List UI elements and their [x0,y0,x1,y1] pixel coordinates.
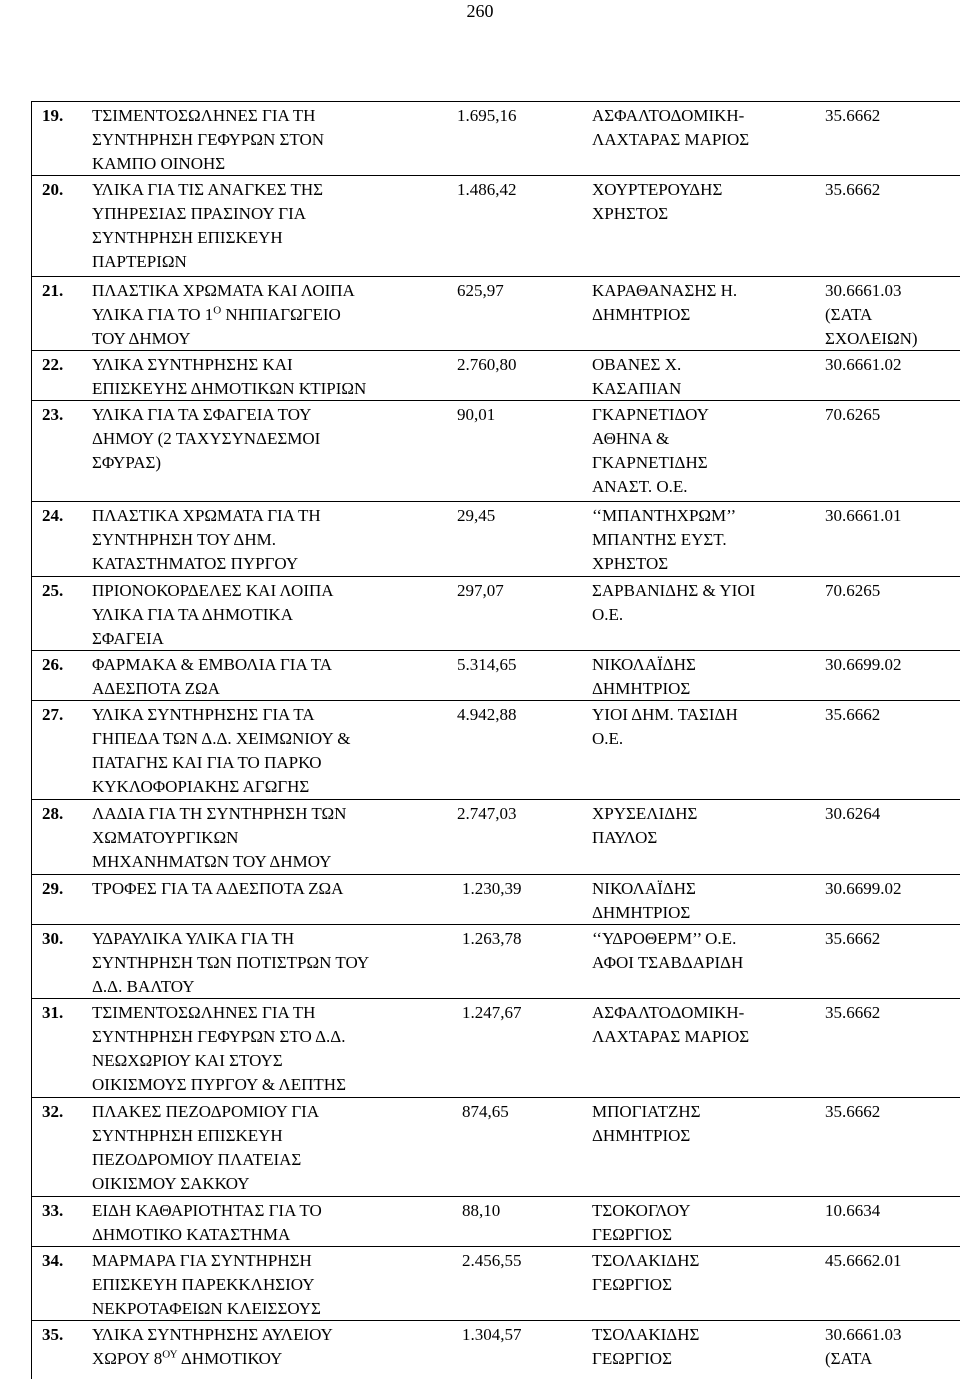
row-description [92,279,452,351]
row-code: 10.6634 [825,1201,881,1220]
table-row [32,577,960,651]
row-description: ΥΛΙΚΑ ΓΙΑ ΤΙΣ ΑΝΑΓΚΕΣ ΤΗΣ ΥΠΗΡΕΣΙΑΣ ΠΡΑΣΙΝΟΥ ΓΙΑ ΣΥΝΤΗΡΗΣΗ ΕΠΙΣΚΕΥΗ ΠΑΡΤΕΡΙΩΝ [92,180,324,271]
row-amount: 2.747,03 [457,804,517,823]
row-description: ΥΔΡΑΥΛΙΚΑ ΥΛΙΚΑ ΓΙΑ ΤΗ ΣΥΝΤΗΡΗΣΗ ΤΩΝ ΠΟΤΙΣΤΡΩΝ ΤΟΥ Δ.Δ. ΒΑΛΤΟΥ [92,929,370,996]
row-code: 35.6662 [825,1102,881,1121]
row-number: 28. [42,804,64,823]
table-row [32,102,960,176]
row-amount: 29,45 [457,506,496,525]
row-supplier: ‘‘ΜΠΑΝΤΗΧΡΩΜ’’ ΜΠΑΝΤΗΣ ΕΥΣΤ. ΧΡΗΣΤΟΣ [592,506,737,573]
row-supplier: ΤΣΟΛΑΚΙΔΗΣ ΓΕΩΡΓΙΟΣ [592,1251,700,1294]
row-amount: 1.230,39 [462,879,522,898]
row-code: 45.6662.01 [825,1251,902,1270]
row-description: ΤΣΙΜΕΝΤΟΣΩΛΗΝΕΣ ΓΙΑ ΤΗ ΣΥΝΤΗΡΗΣΗ ΓΕΦΥΡΩΝ ΣΤΟ Δ.Δ. ΝΕΩΧΩΡΙΟΥ ΚΑΙ ΣΤΟΥΣ ΟΙΚΙΣΜΟΥΣ ΠΥΡΓΟΥ & ΛΕΠΤΗΣ [92,1003,346,1094]
row-description: ΥΛΙΚΑ ΓΙΑ ΤΑ ΣΦΑΓΕΙΑ ΤΟΥ ΔΗΜΟΥ (2 ΤΑΧΥΣΥΝΔΕΣΜΟΙ ΣΦΥΡΑΣ) [92,405,321,472]
row-number: 19. [42,106,64,125]
row-code: 35.6662 [825,929,881,948]
row-number: 27. [42,705,64,724]
row-amount: 1.304,57 [462,1325,522,1344]
row-amount: 2.760,80 [457,355,517,374]
row-number: 25. [42,581,64,600]
row-description: ΕΙΔΗ ΚΑΘΑΡΙΟΤΗΤΑΣ ΓΙΑ ΤΟ ΔΗΜΟΤΙΚΟ ΚΑΤΑΣΤΗΜΑ [92,1201,322,1244]
row-amount: 874,65 [462,1102,509,1121]
row-supplier: ΧΟΥΡΤΕΡΟΥΔΗΣ ΧΡΗΣΤΟΣ [592,180,723,223]
row-supplier: ΝΙΚΟΛΑΪΔΗΣ ΔΗΜΗΤΡΙΟΣ [592,879,696,922]
row-amount: 625,97 [457,281,504,300]
row-number: 22. [42,355,64,374]
row-number: 30. [42,929,64,948]
row-description: ΥΛΙΚΑ ΣΥΝΤΗΡΗΣΗΣ ΓΙΑ ΤΑ ΓΗΠΕΔΑ ΤΩΝ Δ.Δ. ΧΕΙΜΩΝΙΟΥ & ΠΑΤΑΓΗΣ ΚΑΙ ΓΙΑ ΤΟ ΠΑΡΚΟ ΚΥΚΛΟΦΟΡΙΑΚΗΣ ΑΓΩΓΗΣ [92,705,351,796]
row-number: 33. [42,1201,64,1220]
row-code: 30.6699.02 [825,655,902,674]
row-number: 31. [42,1003,64,1022]
row-number: 34. [42,1251,64,1270]
row-amount: 5.314,65 [457,655,517,674]
table-row [32,1098,960,1197]
row-supplier: ΟΒΑΝΕΣ Χ. ΚΑΣΑΠΙΑΝ [592,355,682,398]
row-description: ΠΡΙΟΝΟΚΟΡΔΕΛΕΣ ΚΑΙ ΛΟΙΠΑ ΥΛΙΚΑ ΓΙΑ ΤΑ ΔΗΜΟΤΙΚΑ ΣΦΑΓΕΙΑ [92,581,334,648]
row-description: ΦΑΡΜΑΚΑ & ΕΜΒΟΛΙΑ ΓΙΑ ΤΑ ΑΔΕΣΠΟΤΑ ΖΩΑ [92,655,333,698]
row-code: 35.6662 [825,106,881,125]
row-description: ΥΛΙΚΑ ΣΥΝΤΗΡΗΣΗΣ ΚΑΙ ΕΠΙΣΚΕΥΗΣ ΔΗΜΟΤΙΚΩΝ ΚΤΙΡΙΩΝ [92,355,367,398]
row-code: 35.6662 [825,180,881,199]
row-number: 32. [42,1102,64,1121]
row-supplier: ΤΣΟΛΑΚΙΔΗΣ ΓΕΩΡΓΙΟΣ [592,1325,700,1368]
row-number: 23. [42,405,64,424]
row-number: 26. [42,655,64,674]
row-description: ΠΛΑΣΤΙΚΑ ΧΡΩΜΑΤΑ ΓΙΑ ΤΗ ΣΥΝΤΗΡΗΣΗ ΤΟΥ ΔΗΜ. ΚΑΤΑΣΤΗΜΑΤΟΣ ΠΥΡΓΟΥ [92,506,321,573]
row-description: ΤΡΟΦΕΣ ΓΙΑ ΤΑ ΑΔΕΣΠΟΤΑ ΖΩΑ [92,879,344,898]
row-amount: 2.456,55 [462,1251,522,1270]
row-code: 30.6661.02 [825,355,902,374]
table-row [32,999,960,1098]
row-description-superscript: ΟΥ [162,1348,178,1361]
row-number: 35. [42,1325,64,1344]
table-row [32,875,960,925]
row-amount: 1.247,67 [462,1003,522,1022]
table-row [32,1197,960,1247]
table-row [32,502,960,577]
row-description-part: ΔΗΜΟΤΙΚΟΥ [177,1349,283,1368]
row-code: 30.6661.01 [825,506,902,525]
table-row [32,351,960,401]
row-code: 70.6265 [825,405,881,424]
table-row [32,277,960,351]
row-supplier: ΝΙΚΟΛΑΪΔΗΣ ΔΗΜΗΤΡΙΟΣ [592,655,696,698]
row-supplier: ΥΙΟΙ ΔΗΜ. ΤΑΣΙΔΗ Ο.Ε. [592,705,738,748]
row-code: 30.6699.02 [825,879,902,898]
table-row [32,701,960,800]
row-code: 35.6662 [825,705,881,724]
row-code: 35.6662 [825,1003,881,1022]
row-number: 21. [42,281,64,300]
page-number: 260 [466,1,494,21]
row-supplier: ΜΠΟΓΙΑΤΖΗΣ ΔΗΜΗΤΡΙΟΣ [592,1102,701,1145]
row-description-part: ΝΗΠΙΑΓΩΓΕΙΟ ΤΟΥ ΔΗΜΟΥ [92,305,341,348]
row-supplier: ΤΣΟΚΟΓΛΟΥ ΓΕΩΡΓΙΟΣ [592,1201,691,1244]
expense-table [31,101,960,1379]
row-supplier: ΓΚΑΡΝΕΤΙΔΟΥ ΑΘΗΝΑ & ΓΚΑΡΝΕΤΙΔΗΣ ΑΝΑΣΤ. Ο.Ε. [592,405,709,496]
row-amount: 4.942,88 [457,705,517,724]
row-amount: 88,10 [462,1201,501,1220]
row-description: ΜΑΡΜΑΡΑ ΓΙΑ ΣΥΝΤΗΡΗΣΗ ΕΠΙΣΚΕΥΗ ΠΑΡΕΚΚΛΗΣΙΟΥ ΝΕΚΡΟΤΑΦΕΙΩΝ ΚΛΕΙΣΣΟΥΣ [92,1251,321,1318]
row-description-superscript: Ο [213,304,222,317]
table-row [32,800,960,875]
row-amount: 90,01 [457,405,496,424]
row-description-part: ΠΛΑΣΤΙΚΑ ΧΡΩΜΑΤΑ ΚΑΙ ΛΟΙΠΑ ΥΛΙΚΑ ΓΙΑ ΤΟ 1 [92,281,355,324]
row-amount: 1.695,16 [457,106,517,125]
row-supplier: ‘‘ΥΔΡΟΘΕΡΜ’’ Ο.Ε. ΑΦΟΙ ΤΣΑΒΔΑΡΙΔΗ [592,929,744,972]
row-supplier: ΣΑΡΒΑΝΙΔΗΣ & ΥΙΟΙ Ο.Ε. [592,581,756,624]
row-description: ΠΛΑΚΕΣ ΠΕΖΟΔΡΟΜΙΟΥ ΓΙΑ ΣΥΝΤΗΡΗΣΗ ΕΠΙΣΚΕΥΗ ΠΕΖΟΔΡΟΜΙΟΥ ΠΛΑΤΕΙΑΣ ΟΙΚΙΣΜΟΥ ΣΑΚΚΟΥ [92,1102,320,1193]
row-code: 30.6264 [825,804,881,823]
row-description: ΛΑΔΙΑ ΓΙΑ ΤΗ ΣΥΝΤΗΡΗΣΗ ΤΩΝ ΧΩΜΑΤΟΥΡΓΙΚΩΝ ΜΗΧΑΝΗΜΑΤΩΝ ΤΟΥ ΔΗΜΟΥ [92,804,347,871]
table-row [32,1321,960,1379]
row-number: 29. [42,879,64,898]
row-code: 70.6265 [825,581,881,600]
row-number: 20. [42,180,64,199]
row-description: ΤΣΙΜΕΝΤΟΣΩΛΗΝΕΣ ΓΙΑ ΤΗ ΣΥΝΤΗΡΗΣΗ ΓΕΦΥΡΩΝ ΣΤΟΝ ΚΑΜΠΟ ΟΙΝΟΗΣ [92,106,325,173]
table-row [32,1247,960,1321]
table-row [32,176,960,277]
row-code: 30.6661.03 (ΣΑΤΑ ΣΧΟΛΕΙΩΝ) [825,281,918,348]
row-supplier: ΑΣΦΑΛΤΟΔΟΜΙΚΗ- ΛΑΧΤΑΡΑΣ ΜΑΡΙΟΣ [592,1003,750,1046]
table-row [32,401,960,502]
row-supplier: ΧΡΥΣΕΛΙΔΗΣ ΠΑΥΛΟΣ [592,804,698,847]
row-amount: 1.486,42 [457,180,517,199]
row-description-part: ΥΛΙΚΑ ΣΥΝΤΗΡΗΣΗΣ ΑΥΛΕΙΟΥ ΧΩΡΟΥ 8 [92,1325,333,1368]
row-number: 24. [42,506,64,525]
row-supplier: ΚΑΡΑΘΑΝΑΣΗΣ Η. ΔΗΜΗΤΡΙΟΣ [592,281,738,324]
row-amount: 1.263,78 [462,929,522,948]
table-row [32,925,960,999]
row-code: 30.6661.03 (ΣΑΤΑ [825,1325,902,1368]
table-row [32,651,960,701]
row-supplier: ΑΣΦΑΛΤΟΔΟΜΙΚΗ- ΛΑΧΤΑΡΑΣ ΜΑΡΙΟΣ [592,106,750,149]
row-amount: 297,07 [457,581,504,600]
